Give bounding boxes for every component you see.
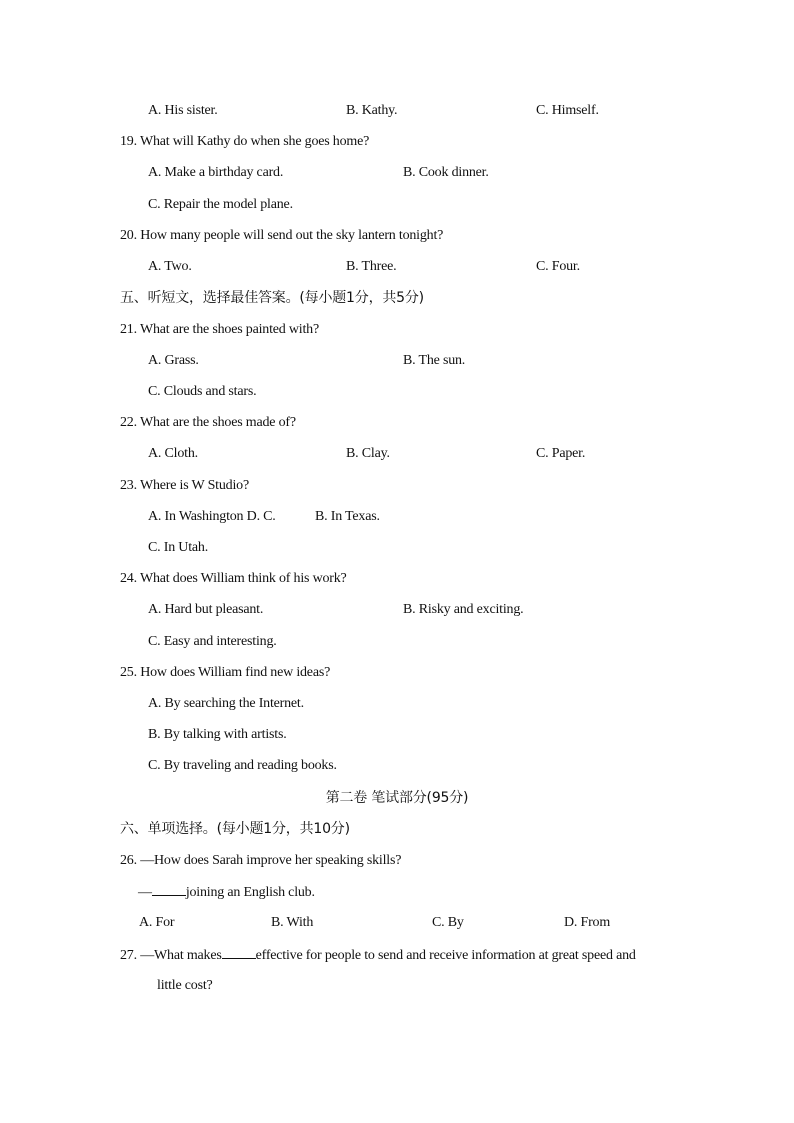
q25-option-c: C. By traveling and reading books. bbox=[148, 758, 337, 773]
q20-stem: 20. How many people will send out the sky lantern tonight? bbox=[120, 228, 444, 243]
q19-option-c: C. Repair the model plane. bbox=[148, 197, 293, 212]
q25-option-a: A. By searching the Internet. bbox=[148, 696, 304, 711]
q19-stem: 19. What will Kathy do when she goes home? bbox=[120, 134, 370, 149]
q23-option-a: A. In Washington D. C. bbox=[148, 509, 276, 524]
q27-stem bbox=[120, 946, 636, 965]
q23-option-b: B. In Texas. bbox=[315, 509, 380, 524]
q26-stem: 26. —How does Sarah improve her speaking skills? bbox=[120, 853, 402, 868]
q25-stem: 25. How does William find new ideas? bbox=[120, 665, 331, 680]
section5-heading: 五、听短文，选择最佳答案。(每小题1分，共5分) bbox=[120, 290, 424, 306]
q26-answer-blank bbox=[152, 883, 186, 896]
q18-option-a: A. His sister. bbox=[148, 103, 218, 118]
q18-option-c: C. Himself. bbox=[536, 103, 599, 118]
q21-option-b: B. The sun. bbox=[403, 353, 466, 368]
q26-option-a: A. For bbox=[139, 915, 175, 930]
q23-option-c: C. In Utah. bbox=[148, 540, 209, 555]
q27-stem-suffix: effective for people to send and receive information at great speed and bbox=[255, 948, 636, 963]
q19-option-a: A. Make a birthday card. bbox=[148, 165, 284, 180]
q20-option-a: A. Two. bbox=[148, 259, 192, 274]
q26-option-c: C. By bbox=[432, 915, 464, 930]
q27-answer-blank bbox=[222, 946, 256, 959]
q26-reply-text: joining an English club. bbox=[185, 885, 315, 900]
q21-option-c: C. Clouds and stars. bbox=[148, 384, 257, 399]
section6-heading: 六、单项选择。(每小题1分，共10分) bbox=[120, 821, 350, 837]
q22-stem: 22. What are the shoes made of? bbox=[120, 415, 296, 430]
q19-option-b: B. Cook dinner. bbox=[403, 165, 489, 180]
q21-option-a: A. Grass. bbox=[148, 353, 199, 368]
q20-option-b: B. Three. bbox=[346, 259, 397, 274]
q20-option-c: C. Four. bbox=[536, 259, 580, 274]
q24-option-a: A. Hard but pleasant. bbox=[148, 602, 264, 617]
q24-option-b: B. Risky and exciting. bbox=[403, 602, 524, 617]
q21-stem: 21. What are the shoes painted with? bbox=[120, 322, 319, 337]
q27-stem-continued: little cost? bbox=[157, 978, 213, 993]
q26-option-b: B. With bbox=[271, 915, 314, 930]
q27-stem-prefix: 27. —What makes bbox=[120, 948, 222, 963]
q26-reply-dash: — bbox=[138, 885, 152, 900]
q22-option-c: C. Paper. bbox=[536, 446, 586, 461]
q23-stem: 23. Where is W Studio? bbox=[120, 478, 249, 493]
q26-option-d: D. From bbox=[564, 915, 611, 930]
part2-title: 第二卷 笔试部分(95分) bbox=[325, 790, 469, 806]
q26-reply bbox=[138, 883, 315, 902]
q24-option-c: C. Easy and interesting. bbox=[148, 634, 277, 649]
q18-option-b: B. Kathy. bbox=[346, 103, 398, 118]
q24-stem: 24. What does William think of his work? bbox=[120, 571, 347, 586]
q22-option-a: A. Cloth. bbox=[148, 446, 198, 461]
q25-option-b: B. By talking with artists. bbox=[148, 727, 287, 742]
q22-option-b: B. Clay. bbox=[346, 446, 390, 461]
